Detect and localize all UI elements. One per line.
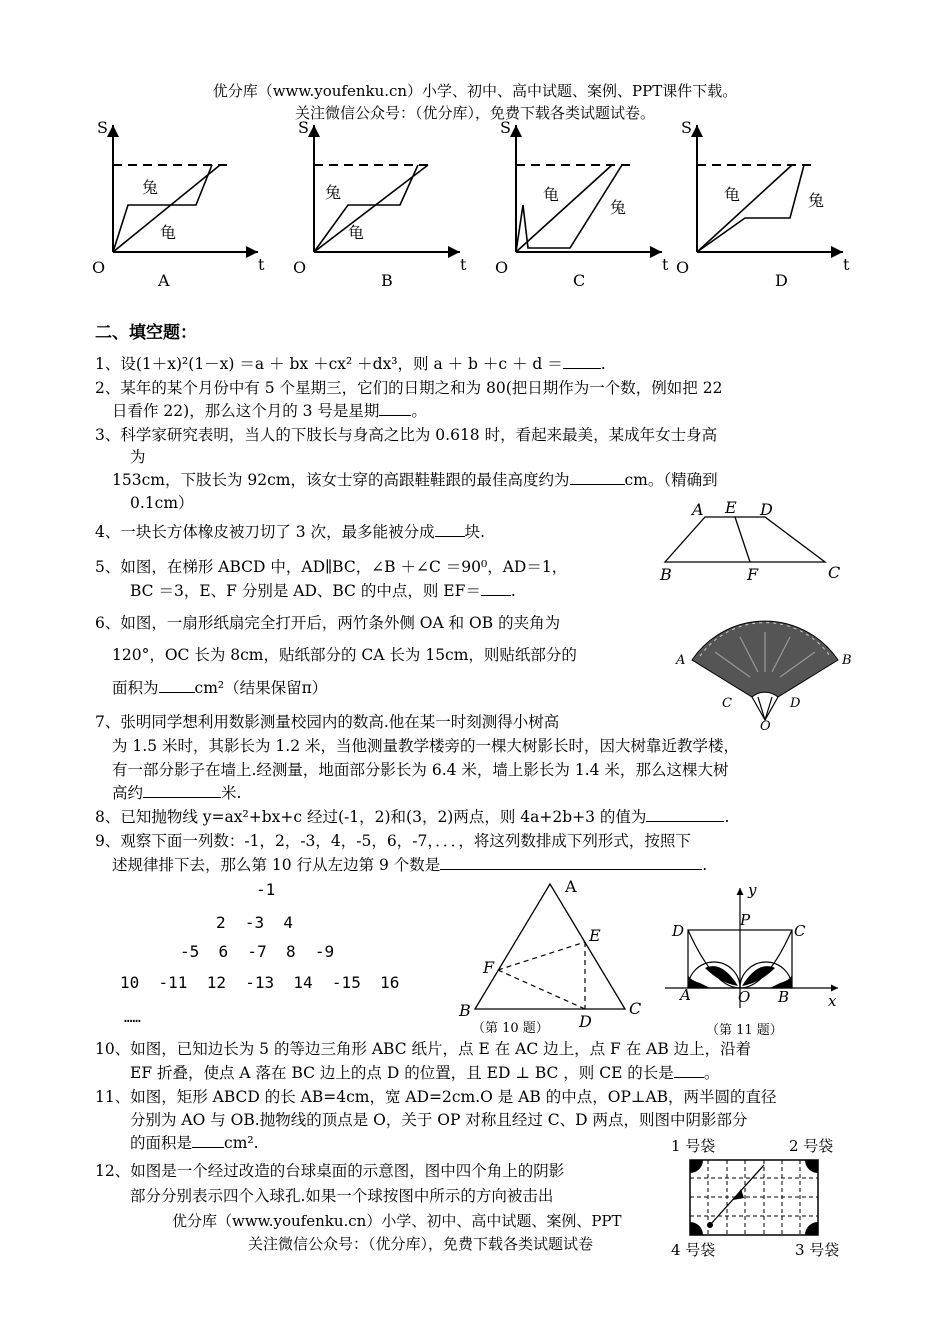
graph-d (676, 118, 850, 290)
triangle-row-1: -1 (256, 880, 276, 899)
question-5-line-2: BC ＝3，E、F 分别是 AD、BC 的中点，则 EF＝ . (130, 582, 516, 600)
graph-b (293, 118, 467, 290)
question-3-line-4: 0.1cm） (130, 494, 194, 512)
fig11-label-p: P (740, 911, 751, 929)
question-5-line-1: 5、如图，在梯形 ABCD 中，AD∥BC，∠B ＋∠C ＝90⁰，AD＝1， (95, 558, 568, 576)
origin-label: O (92, 258, 106, 277)
s-axis-label: S (500, 118, 511, 137)
t-axis-label: t (258, 255, 265, 274)
question-7-line-3: 有一部分影子在墙上.经测量，地面部分影长为 6.4 米，墙上影长为 1.4 米，那么这棵大树 (112, 761, 729, 779)
fig10-label-f: F (483, 958, 495, 977)
label-b: B (660, 565, 672, 584)
race-graphs (0, 0, 950, 300)
question-11-line-2: 分别为 AO 与 OB.抛物线的顶点是 O，关于 OP 对称且经过 C、D 两点，则图中阴影部分 (130, 1111, 748, 1129)
graph-c (495, 118, 669, 290)
fig11-label-o: O (738, 988, 751, 1006)
rabbit-label: 兔 (142, 178, 159, 197)
bag-2-label: 2 号袋 (789, 1137, 834, 1155)
label-a: A (692, 500, 704, 519)
fig11-label-a: A (680, 986, 691, 1004)
section-title: 二、填空题： (95, 323, 197, 343)
graph-name: D (775, 271, 788, 290)
graph-name: C (573, 271, 586, 290)
question-6-line-3: 面积为 cm²（结果保留π） (112, 679, 328, 697)
figure-10-caption: （第 10 题） (472, 1021, 549, 1036)
fig10-label-e: E (589, 926, 601, 945)
graph-a (92, 118, 265, 290)
s-axis-label: S (681, 118, 692, 137)
t-axis-label: t (460, 255, 467, 274)
origin-label: O (293, 258, 307, 277)
figure-11 (660, 880, 860, 1030)
figure-11-caption: （第 11 题） (706, 1023, 783, 1038)
triangle-row-2: 2 -3 4 (216, 913, 294, 932)
triangle-row-3: -5 6 -7 8 -9 (180, 942, 335, 961)
billiard-table-figure (665, 1135, 865, 1265)
fig11-label-x: x (828, 992, 837, 1010)
graph-name: A (158, 271, 170, 290)
question-6-line-1: 6、如图，一扇形纸扇完全打开后，两竹条外侧 OA 和 OB 的夹角为 (95, 614, 561, 632)
figure-10 (455, 876, 645, 1036)
footer-line-1: 优分库（www.youfenku.cn）小学、初中、高中试题、案例、PPT (172, 1212, 622, 1230)
question-3-line-3: 153cm，下肢长为 92cm，该女士穿的高跟鞋鞋跟的最佳高度约为 cm。（精确到 (112, 471, 718, 489)
question-3-line-1: 3、科学家研究表明，当人的下肢长与身高之比为 0.618 时，看起来最美，某成年女士身高 (95, 426, 718, 444)
label-d: D (760, 500, 773, 519)
rabbit-label: 兔 (610, 198, 627, 217)
fan-label-c: C (722, 696, 732, 711)
fig10-label-b: B (459, 1001, 471, 1020)
triangle-row-4: 10 -11 12 -13 14 -15 16 (120, 973, 400, 992)
rabbit-label: 兔 (808, 191, 825, 210)
rabbit-label: 兔 (325, 183, 342, 202)
s-axis-label: S (97, 118, 108, 137)
trapezoid-figure (655, 497, 855, 587)
s-axis-label: S (298, 118, 309, 137)
triangle-ellipsis: …… (124, 1010, 141, 1026)
question-1: 1、设(1＋x)²(1－x) ＝a ＋ bx ＋cx² ＋dx³，则 a ＋ b ＋c ＋ d ＝ . (95, 355, 606, 373)
turtle-label: 龟 (543, 185, 560, 204)
question-3-line-2: 为 (130, 448, 146, 466)
fan-label-b: B (842, 653, 852, 668)
fig11-label-c: C (794, 922, 806, 940)
bag-1-label: 1 号袋 (671, 1137, 716, 1155)
question-2-line-2: 日看作 22)，那么这个月的 3 号是星期 。 (112, 402, 427, 420)
origin-label: O (676, 258, 690, 277)
question-7-line-2: 为 1.5 米时，其影长为 1.2 米，当他测量教学楼旁的一棵大树影长时，因大树靠近教学楼， (112, 737, 740, 755)
turtle-label: 龟 (724, 185, 741, 204)
bag-4-label: 4 号袋 (671, 1241, 716, 1259)
question-9-line-2: 述规律排下去，那么第 10 行从左边第 9 个数是 . (112, 856, 708, 874)
question-6-line-2: 120°，OC 长为 8cm，贴纸部分的 CA 长为 15cm，则贴纸部分的 (112, 646, 577, 664)
question-11-line-1: 11、如图，矩形 ABCD 的长 AB=4cm，宽 AD=2cm.O 是 AB 的中点，OP⊥AB，两半圆的直径 (95, 1088, 777, 1106)
question-2-line-1: 2、某年的某个月份中有 5 个星期三，它们的日期之和为 80(把日期作为一个数，例如把 22 (95, 379, 723, 397)
fan-label-o: O (760, 719, 771, 734)
header-line-1: 优分库（www.youfenku.cn）小学、初中、高中试题、案例、PPT课件下载。 (212, 82, 738, 100)
question-7-line-4: 高约 米. (112, 784, 242, 802)
label-c: C (828, 563, 841, 582)
question-12-line-1: 12、如图是一个经过改造的台球桌面的示意图，图中四个角上的阴影 (95, 1162, 565, 1180)
turtle-label: 龟 (348, 223, 365, 242)
question-8: 8、已知抛物线 y=ax²+bx+c 经过(-1，2)和(3，2)两点，则 4a+2b+3 的值为 . (95, 808, 730, 826)
label-e: E (725, 498, 737, 517)
fig10-label-a: A (565, 877, 577, 896)
t-axis-label: t (843, 255, 850, 274)
question-10-line-2: EF 折叠，使点 A 落在 BC 边上的点 D 的位置，且 ED ⊥ BC ，则 CE 的长是 。 (130, 1064, 720, 1082)
fig11-label-y: y (748, 881, 757, 899)
question-10-line-1: 10、如图，已知边长为 5 的等边三角形 ABC 纸片，点 E 在 AC 边上，点 F 在 AB 边上，沿着 (95, 1040, 752, 1058)
fig10-label-c: C (629, 999, 642, 1018)
t-axis-label: t (662, 255, 669, 274)
fan-label-a: A (676, 653, 686, 668)
origin-label: O (495, 258, 509, 277)
header-line-2: 关注微信公众号：（优分库），免费下载各类试题试卷。 (294, 104, 655, 122)
question-12-line-2: 部分分别表示四个入球孔.如果一个球按图中所示的方向被击出 (130, 1187, 554, 1205)
folding-fan-figure (670, 622, 860, 732)
footer-line-2: 关注微信公众号：（优分库），免费下载各类试题试卷 (248, 1235, 594, 1253)
question-11-line-3: 的面积是 cm². (130, 1134, 259, 1152)
fig11-label-d: D (672, 922, 685, 940)
graph-name: B (381, 271, 393, 290)
bag-3-label: 3 号袋 (795, 1241, 840, 1259)
question-7-line-1: 7、张明同学想利用数影测量校园内的数高.他在某一时刻测得小树高 (95, 713, 560, 731)
fan-label-d: D (790, 696, 801, 711)
question-9-line-1: 9、观察下面一列数：-1，2，-3，4，-5，6，-7，．．．，将这列数排成下列形式，按照下 (95, 832, 691, 850)
fig11-label-b: B (778, 988, 790, 1006)
question-4: 4、一块长方体橡皮被刀切了 3 次，最多能被分成 块. (95, 523, 486, 541)
label-f: F (747, 565, 759, 584)
fig10-label-d: D (579, 1012, 592, 1031)
turtle-label: 龟 (160, 223, 177, 242)
